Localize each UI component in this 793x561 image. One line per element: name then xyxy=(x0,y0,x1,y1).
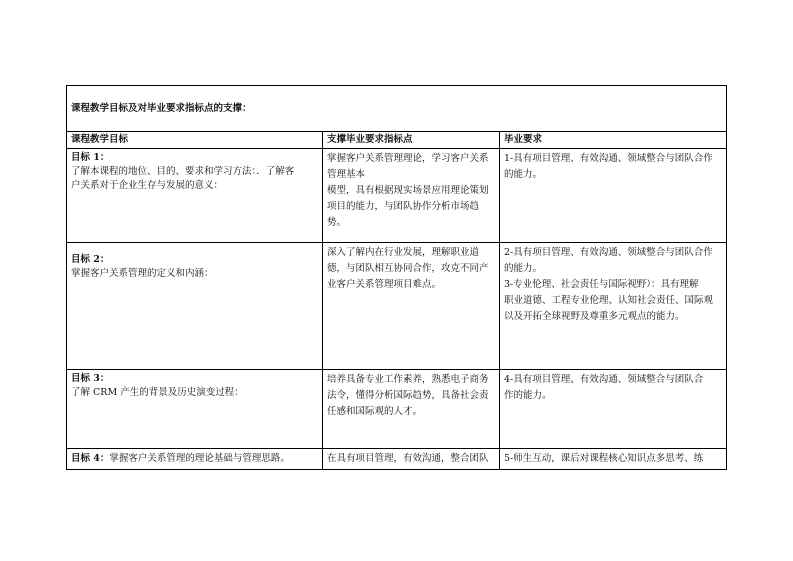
goal-text: 掌握客户关系管理的理论基础与管理思路。 xyxy=(109,453,290,464)
indicator-text: 任感和国际观的人才。 xyxy=(327,406,423,417)
header-course-objective: 课程教学目标 xyxy=(67,132,323,149)
indicator-text: 模型，具有根据现实场景应用理论策划 xyxy=(327,185,489,196)
table-row xyxy=(67,370,727,449)
indicator-text: 培养具备专业工作素养，熟悉电子商务 xyxy=(327,374,489,385)
objective-cell xyxy=(67,370,323,449)
requirement-text: 的能力。 xyxy=(504,263,543,274)
course-objectives-table xyxy=(66,85,727,470)
goal-label: 目标 2： xyxy=(71,254,110,265)
requirement-text: 作的能力。 xyxy=(504,390,552,401)
indicator-text: 法令，懂得分析国际趋势，具备社会责 xyxy=(327,390,489,401)
indicator-text: 管理基本 xyxy=(327,169,366,180)
requirement-text: 4-具有项目管理、有效沟通、领域整合与团队合 xyxy=(504,374,704,385)
goal-label: 目标 4： xyxy=(71,453,110,464)
requirement-cell xyxy=(500,149,727,243)
goal-label: 目标 3： xyxy=(71,373,110,384)
objective-cell xyxy=(67,449,323,470)
indicator-text: 深入了解内在行业发展，理解职业道 xyxy=(327,247,480,258)
header-graduation-requirement: 毕业要求 xyxy=(500,132,727,149)
requirement-text: 2-具有项目管理、有效沟通、领域整合与团队合作 xyxy=(504,247,713,258)
indicator-text: 项目的能力，与团队协作分析市场趋 xyxy=(327,201,480,212)
table-row xyxy=(67,149,727,243)
indicator-cell xyxy=(323,243,500,370)
requirement-cell xyxy=(500,243,727,370)
table-title: 课程教学目标及对毕业要求指标点的支撑： xyxy=(67,86,727,132)
indicator-text: 业客户关系管理项目难点。 xyxy=(327,279,442,290)
goal-text: 了解 CRM 产生的背景及历史演变过程： xyxy=(71,387,244,398)
indicator-cell xyxy=(323,370,500,449)
requirement-text: 以及开拓全球视野及尊重多元观点的能力。 xyxy=(504,311,685,322)
requirement-cell xyxy=(500,449,727,470)
requirement-text: 3-专业伦理、社会责任与国际视野）：具有理解 xyxy=(504,279,699,290)
goal-label: 目标 1： xyxy=(71,152,110,163)
requirement-text: 5-师生互动，课后对课程核心知识点多思考、练 xyxy=(504,453,704,464)
indicator-cell xyxy=(323,449,500,470)
goal-text: 户关系对于企业生存与发展的意义： xyxy=(71,180,224,191)
indicator-text: 掌握客户关系管理理论，学习客户关系 xyxy=(327,153,489,164)
indicator-text: 势。 xyxy=(327,217,347,228)
indicator-text: 在具有项目管理，有效沟通，整合团队 xyxy=(327,453,489,464)
table-row xyxy=(67,243,727,370)
table-row xyxy=(67,449,727,470)
indicator-text: 德，与团队相互协同合作，攻克不同产 xyxy=(327,263,489,274)
goal-text: 了解本课程的地位、目的、要求和学习方法：．了解客 xyxy=(71,166,295,177)
requirement-text: 1-具有项目管理、有效沟通、领域整合与团队合作 xyxy=(504,153,713,164)
objective-cell xyxy=(67,243,323,370)
indicator-cell xyxy=(323,149,500,243)
objective-cell xyxy=(67,149,323,243)
requirement-cell xyxy=(500,370,727,449)
goal-text: 掌握客户关系管理的定义和内涵： xyxy=(71,268,214,279)
requirement-text: 职业道德、工程专业伦理、认知社会责任、国际观 xyxy=(504,295,714,306)
requirement-text: 的能力。 xyxy=(504,169,543,180)
header-supporting-indicator: 支撑毕业要求指标点 xyxy=(323,132,500,149)
